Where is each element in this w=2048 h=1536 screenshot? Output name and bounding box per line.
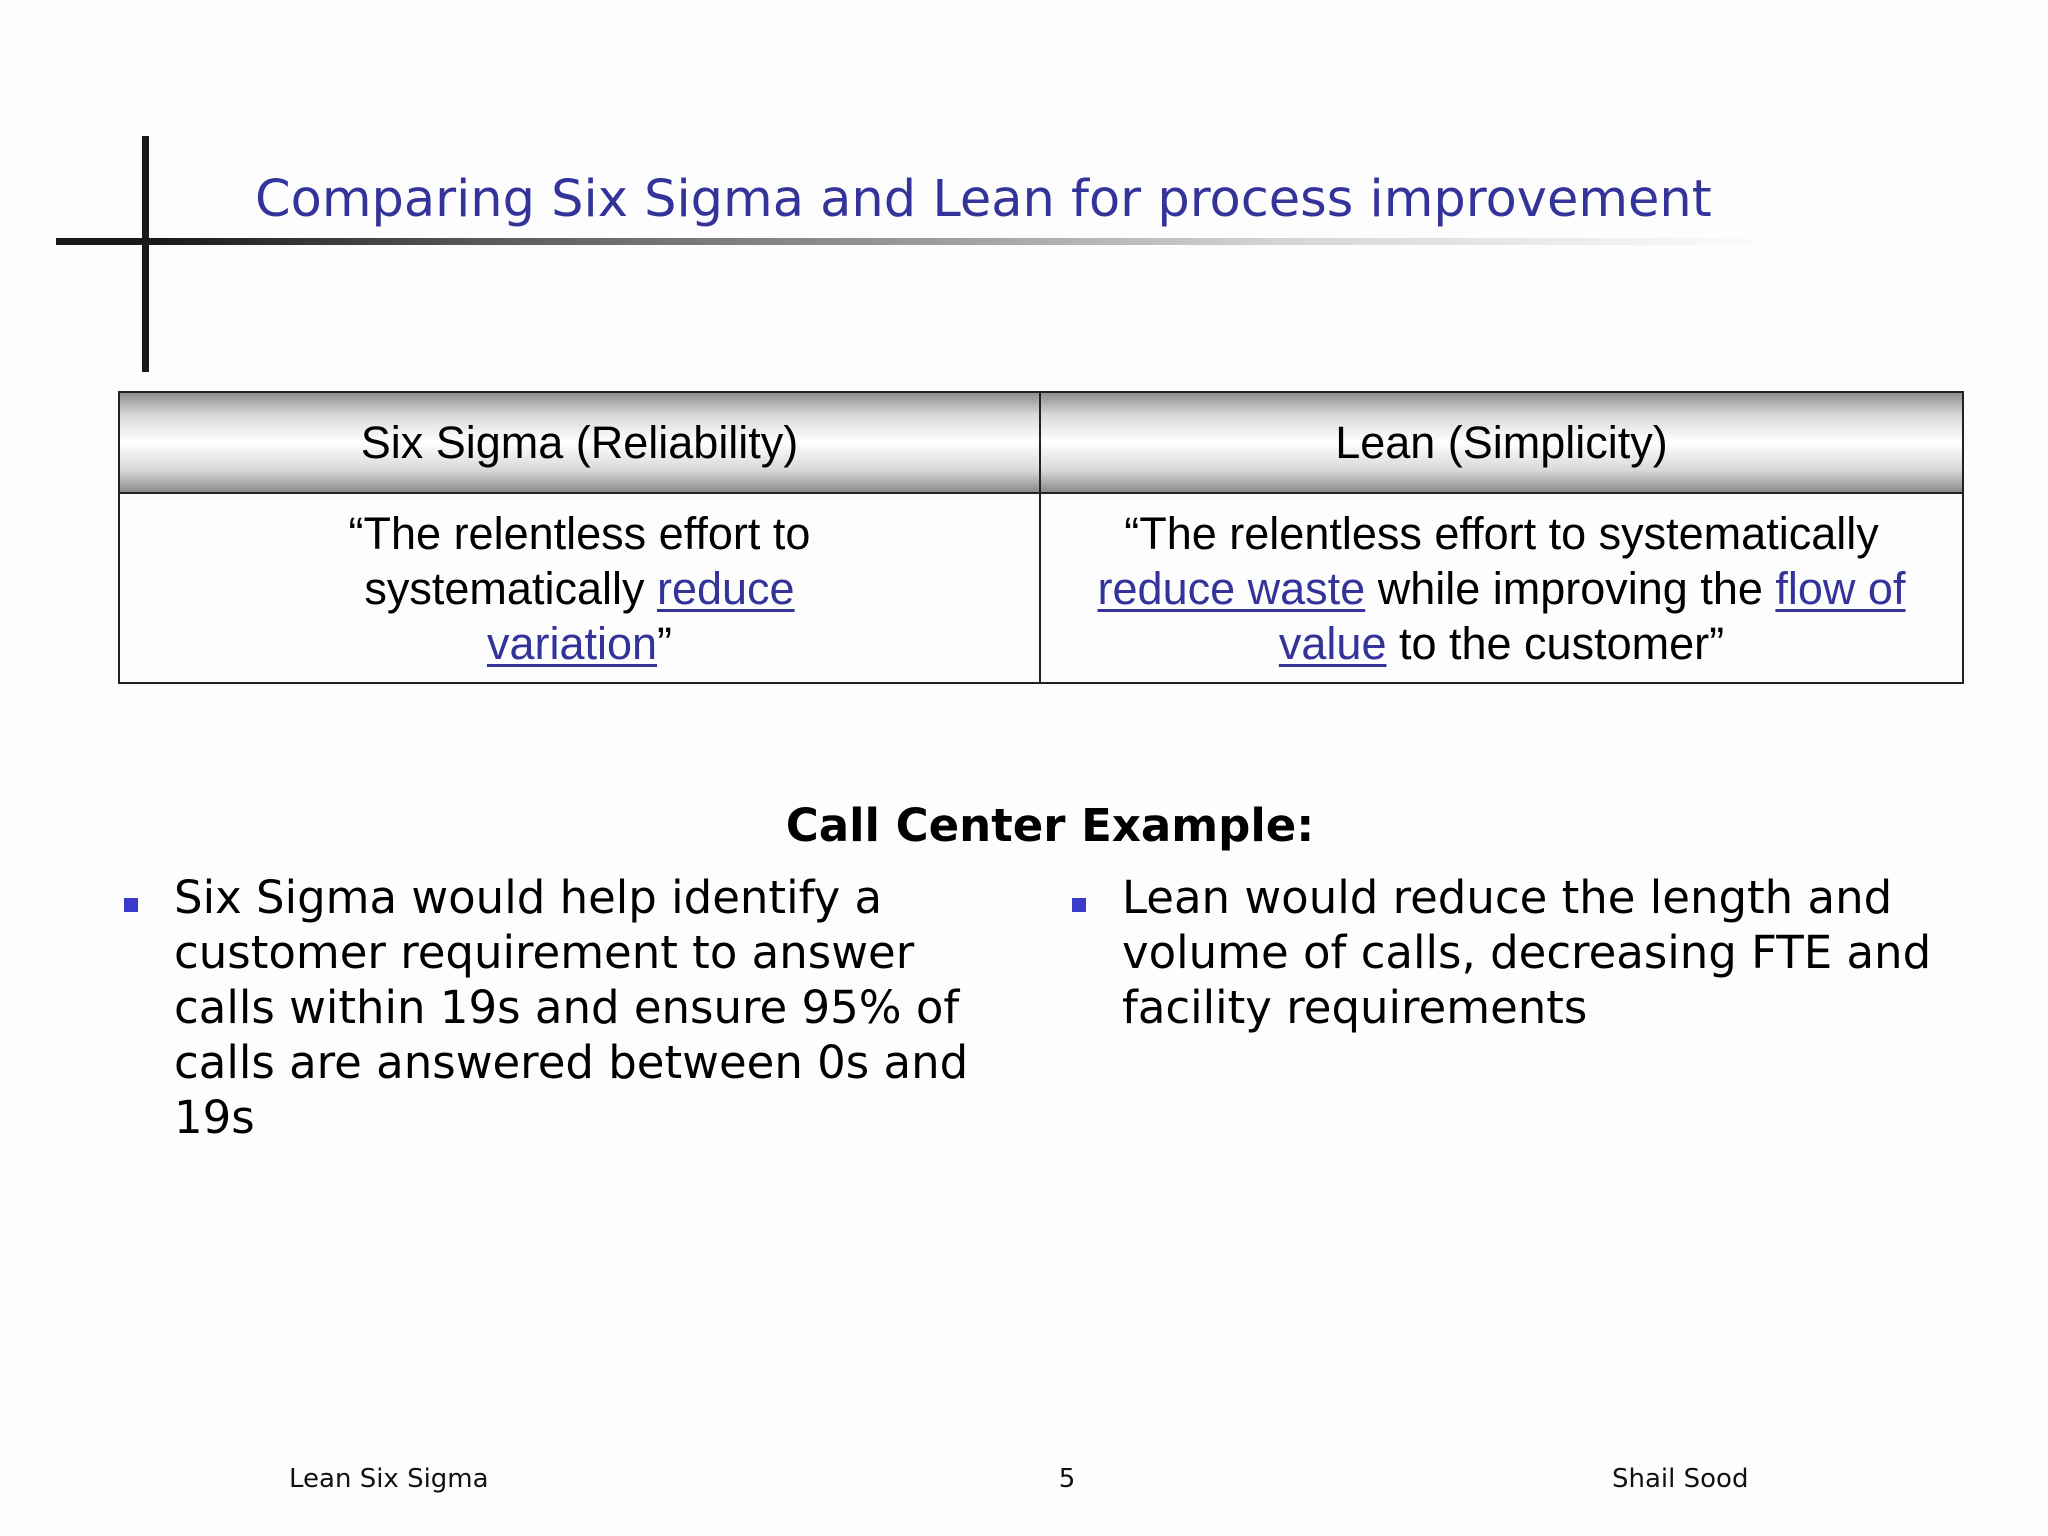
definition-text: “The relentless effort to systematically [348, 507, 811, 614]
reduce-waste-link[interactable]: reduce waste [1097, 562, 1366, 614]
horizontal-title-rule [56, 238, 1776, 245]
bullet-text: Six Sigma would help identify a customer requirement to answer calls within 19s and ensure 95% of calls are answered between 0s and 19s [174, 871, 969, 1144]
table-header-six-sigma: Six Sigma (Reliability) [120, 393, 1041, 494]
definition-text: while improving the [1365, 562, 1776, 614]
slide-title: Comparing Six Sigma and Lean for process improvement [255, 170, 1712, 229]
flow-of-value-link[interactable]: flow of value [1278, 562, 1906, 669]
definition-text: “The relentless effort to systematically [1124, 507, 1879, 559]
square-bullet-icon [1072, 898, 1086, 912]
definition-text: to the customer” [1386, 617, 1725, 669]
footer-author: Shail Sood [1612, 1464, 1749, 1494]
footer-presentation-name: Lean Six Sigma [289, 1464, 489, 1494]
table-cell-six-sigma-definition [120, 494, 1041, 682]
example-heading: Call Center Example: [785, 799, 1315, 852]
definition-text: ” [657, 617, 673, 669]
square-bullet-icon [124, 898, 138, 912]
table-cell-lean-definition [1041, 494, 1962, 682]
footer-page-number: 5 [1058, 1464, 1076, 1494]
reduce-variation-link[interactable]: reduce variation [486, 562, 795, 669]
bullet-text: Lean would reduce the length and volume of calls, decreasing FTE and facility requirements [1122, 871, 1932, 1034]
table-header-lean: Lean (Simplicity) [1041, 393, 1962, 494]
vertical-divider-bar [142, 136, 149, 372]
comparison-table [118, 391, 1964, 684]
bullet-item-six-sigma [124, 870, 1024, 1145]
bullet-item-lean [1072, 870, 1982, 1035]
